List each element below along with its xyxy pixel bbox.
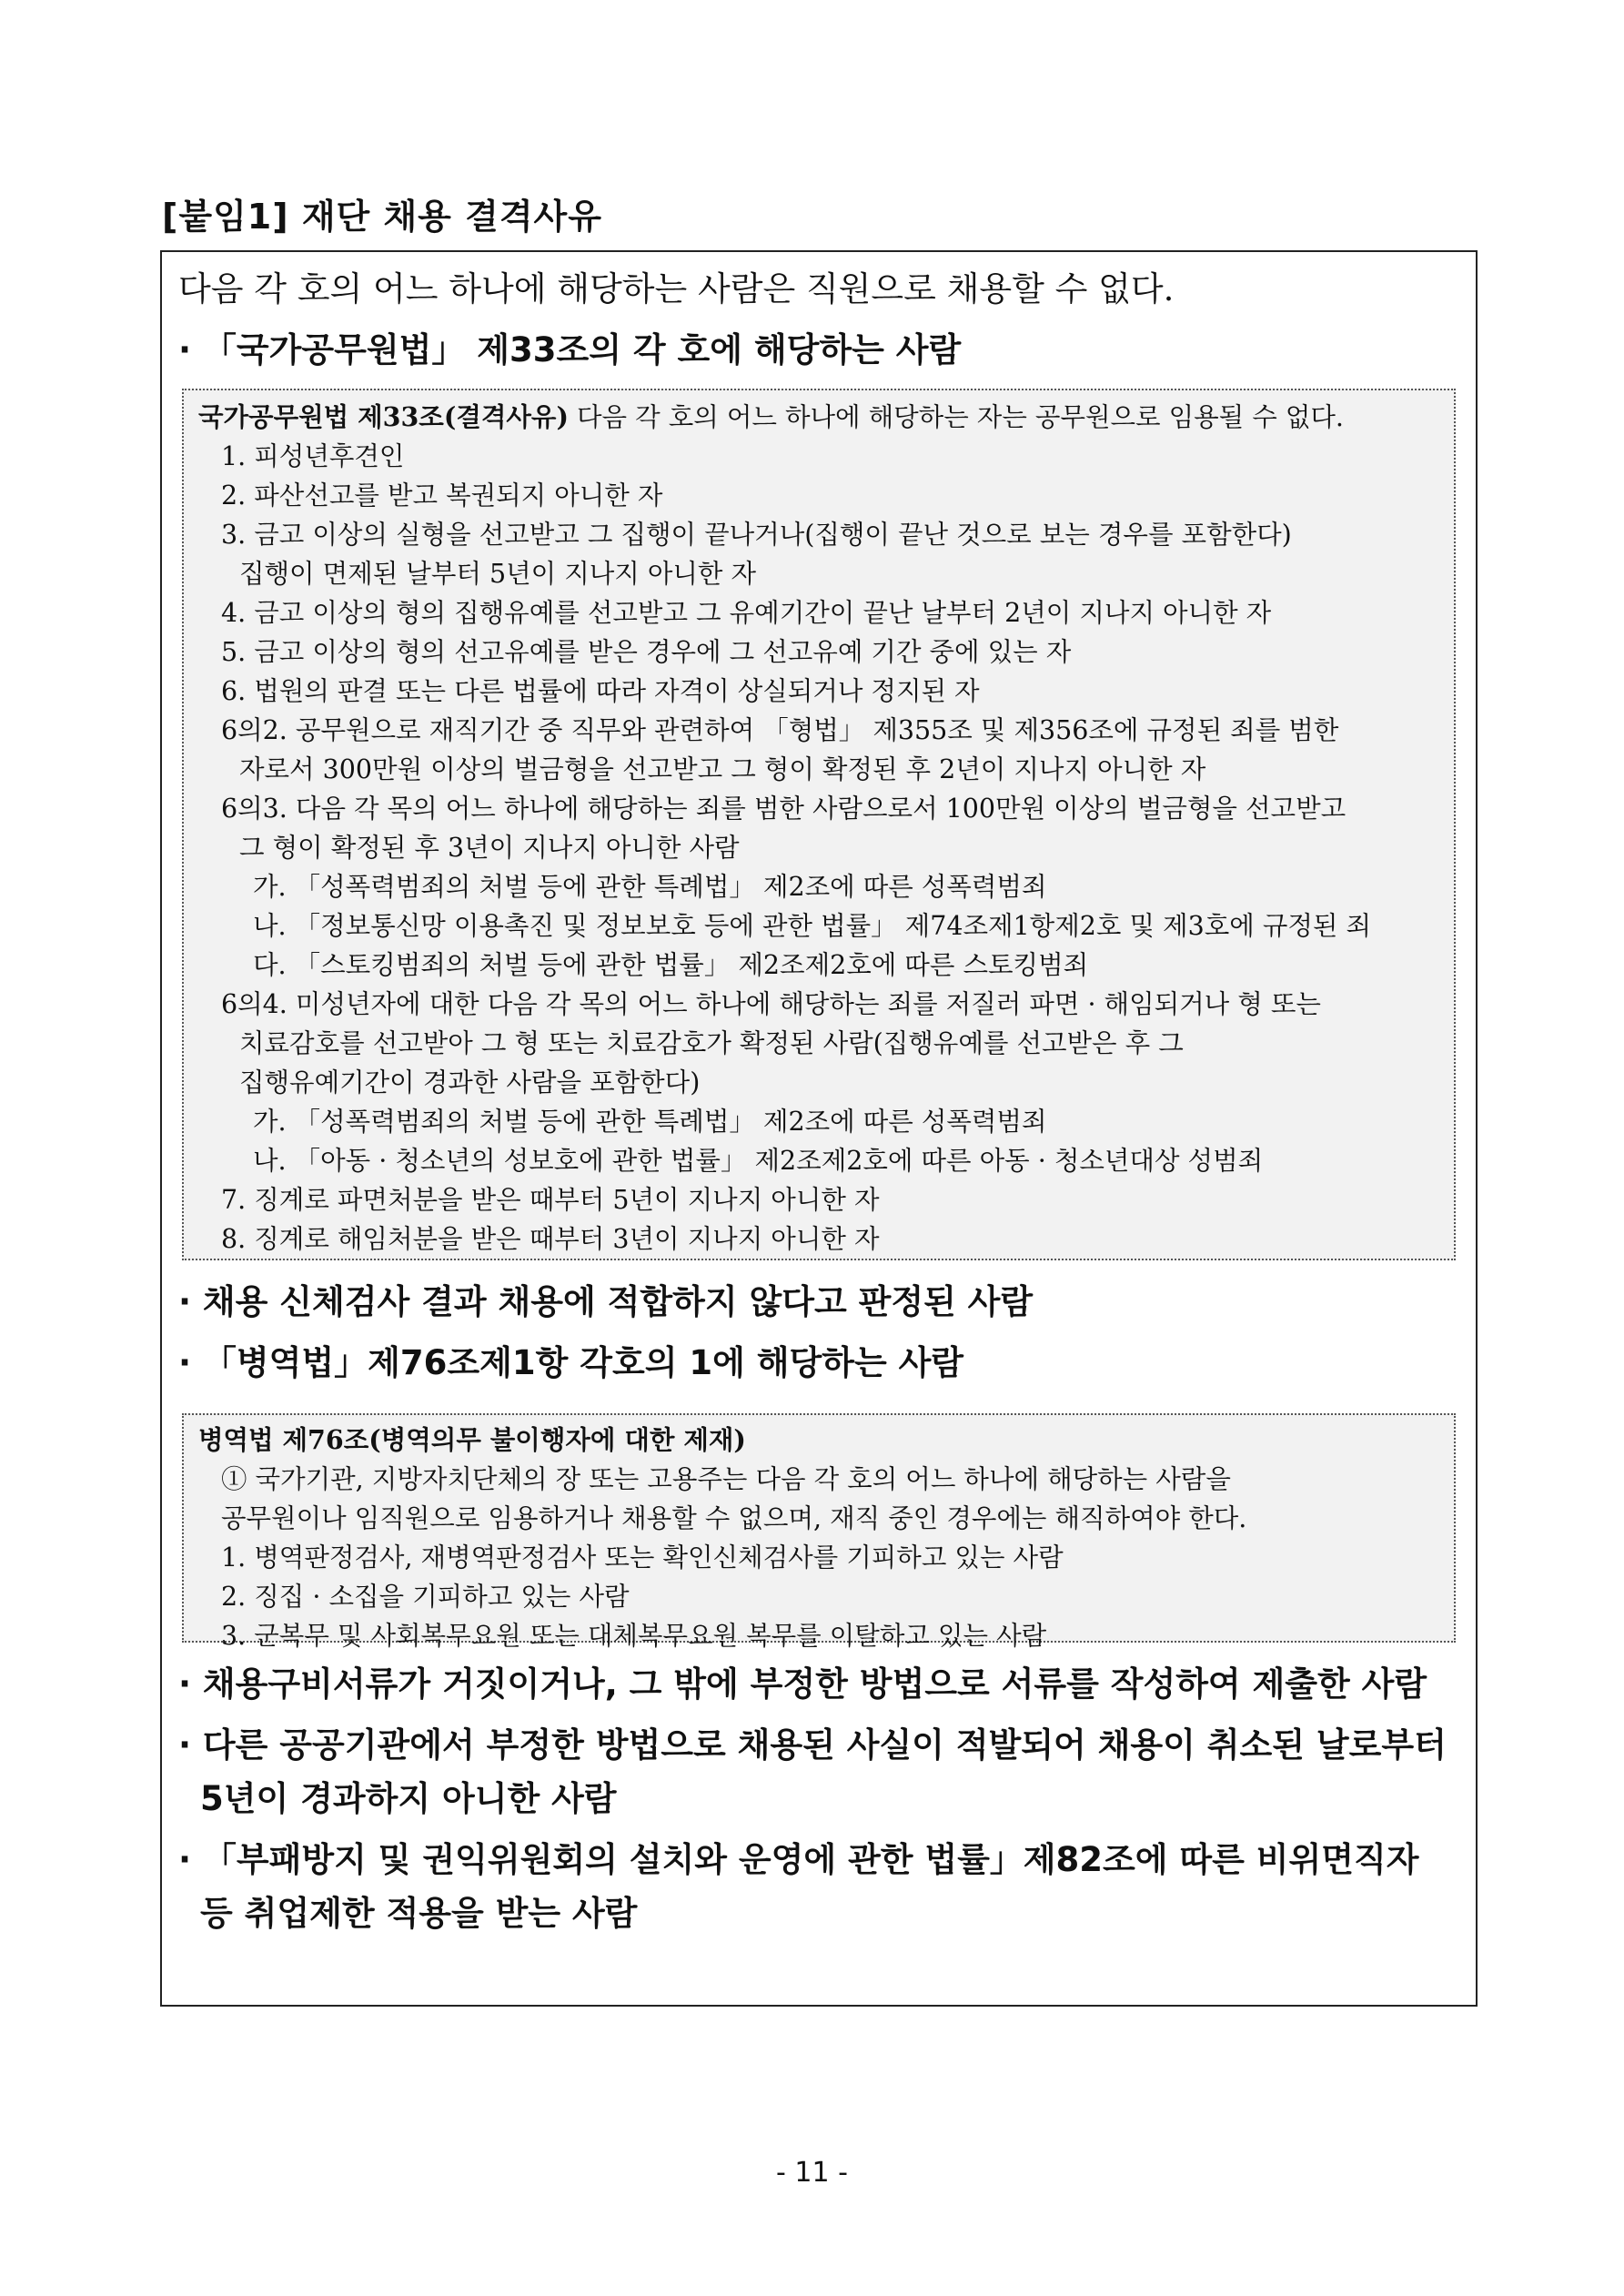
civil-service-act-heading: 국가공무원법 제33조(결격사유) 다음 각 호의 어느 하나에 해당하는 자는 공무원으로 임용될 수 없다.: [198, 401, 1344, 432]
page-title: [붙임1] 재단 채용 결격사유: [162, 197, 602, 237]
law1-line: 나. 「정보통신망 이용촉진 및 정보보호 등에 관한 법률」 제74조제1항제2호 및 제3호에 규정된 죄: [253, 911, 1372, 941]
law1-line: 가. 「성폭력범죄의 처벌 등에 관한 특례법」 제2조에 따른 성폭력범죄: [253, 872, 1047, 902]
law2-line: 공무원이나 임직원으로 임용하거나 채용할 수 없으며, 재직 중인 경우에는 해직하여야 한다.: [221, 1503, 1247, 1533]
law1-line: 1. 피성년후견인: [221, 441, 405, 471]
law2-line: 1. 병역판정검사, 재병역판정검사 또는 확인신체검사를 기피하고 있는 사람: [221, 1542, 1064, 1573]
bullet-physical-exam: · 채용 신체검사 결과 채용에 적합하지 않다고 판정된 사람: [178, 1282, 1034, 1321]
law1-line: 4. 금고 이상의 형의 집행유예를 선고받고 그 유예기간이 끝난 날부터 2년이 지나지 아니한 자: [221, 598, 1272, 628]
page-number: - 11 -: [776, 2157, 848, 2189]
law1-line: 2. 파산선고를 받고 복권되지 아니한 자: [221, 480, 663, 511]
bullet-fraudulent-hiring-cont: 5년이 경과하지 아니한 사람: [200, 1779, 617, 1818]
law1-line: 6의3. 다음 각 목의 어느 하나에 해당하는 죄를 범한 사람으로서 100만원 이상의 벌금형을 선고받고: [221, 794, 1347, 824]
bullet-military-service-act: · 「병역법」제76조제1항 각호의 1에 해당하는 사람: [178, 1343, 964, 1382]
military-service-act-heading: 병역법 제76조(병역의무 불이행자에 대한 제재): [198, 1424, 746, 1455]
law1-line: 8. 징계로 해임처분을 받은 때부터 3년이 지나지 아니한 자: [221, 1224, 880, 1254]
law2-line: 3. 군복무 및 사회복무요원 또는 대체복무요원 복무를 이탈하고 있는 사람: [221, 1621, 1047, 1651]
law1-line: 치료감호를 선고받아 그 형 또는 치료감호가 확정된 사람(집행유예를 선고받은 후 그: [239, 1028, 1184, 1058]
bullet-civil-service-act: · 「국가공무원법」 제33조의 각 호에 해당하는 사람: [178, 330, 962, 369]
bullet-anti-corruption-act: · 「부패방지 및 권익위원회의 설치와 운영에 관한 법률」제82조에 따른 비위면직자: [178, 1840, 1419, 1879]
bullet-false-documents: · 채용구비서류가 거짓이거나, 그 밖에 부정한 방법으로 서류를 작성하여 제출한 사람: [178, 1664, 1427, 1704]
law1-line: 집행유예기간이 경과한 사람을 포함한다): [239, 1067, 701, 1097]
law1-line: 6의2. 공무원으로 재직기간 중 직무와 관련하여 「형법」 제355조 및 제356조에 규정된 죄를 범한: [221, 715, 1339, 745]
law1-line: 집행이 면제된 날부터 5년이 지나지 아니한 자: [239, 559, 757, 589]
law1-line: 가. 「성폭력범죄의 처벌 등에 관한 특례법」 제2조에 따른 성폭력범죄: [253, 1107, 1047, 1137]
law1-line: 6의4. 미성년자에 대한 다음 각 목의 어느 하나에 해당하는 죄를 저질러 파면 · 해임되거나 형 또는: [221, 989, 1321, 1019]
intro-text: 다음 각 호의 어느 하나에 해당하는 사람은 직원으로 채용할 수 없다.: [178, 269, 1175, 308]
law1-line: 6. 법원의 판결 또는 다른 법률에 따라 자격이 상실되거나 정지된 자: [221, 676, 980, 706]
law1-line: 자로서 300만원 이상의 벌금형을 선고받고 그 형이 확정된 후 2년이 지나지 아니한 자: [239, 754, 1206, 784]
law1-line: 나. 「아동 · 청소년의 성보호에 관한 법률」 제2조제2호에 따른 아동 · 청소년대상 성범죄: [253, 1146, 1264, 1176]
bullet-fraudulent-hiring: · 다른 공공기관에서 부정한 방법으로 채용된 사실이 적발되어 채용이 취소된 날로부터: [178, 1725, 1447, 1765]
law1-line: 7. 징계로 파면처분을 받은 때부터 5년이 지나지 아니한 자: [221, 1185, 880, 1215]
bullet-anti-corruption-act-cont: 등 취업제한 적용을 받는 사람: [200, 1894, 638, 1933]
law1-line: 그 형이 확정된 후 3년이 지나지 아니한 사람: [239, 833, 740, 863]
law1-line: 3. 금고 이상의 실형을 선고받고 그 집행이 끝나거나(집행이 끝난 것으로 보는 경우를 포함한다): [221, 520, 1292, 550]
law1-line: 다. 「스토킹범죄의 처벌 등에 관한 법률」 제2조제2호에 따른 스토킹범죄: [253, 950, 1089, 980]
law1-line: 5. 금고 이상의 형의 선고유예를 받은 경우에 그 선고유예 기간 중에 있는 자: [221, 637, 1072, 667]
law2-line: 2. 징집 · 소집을 기피하고 있는 사람: [221, 1582, 630, 1612]
law2-line: ① 국가기관, 지방자치단체의 장 또는 고용주는 다음 각 호의 어느 하나에 해당하는 사람을: [221, 1464, 1231, 1494]
